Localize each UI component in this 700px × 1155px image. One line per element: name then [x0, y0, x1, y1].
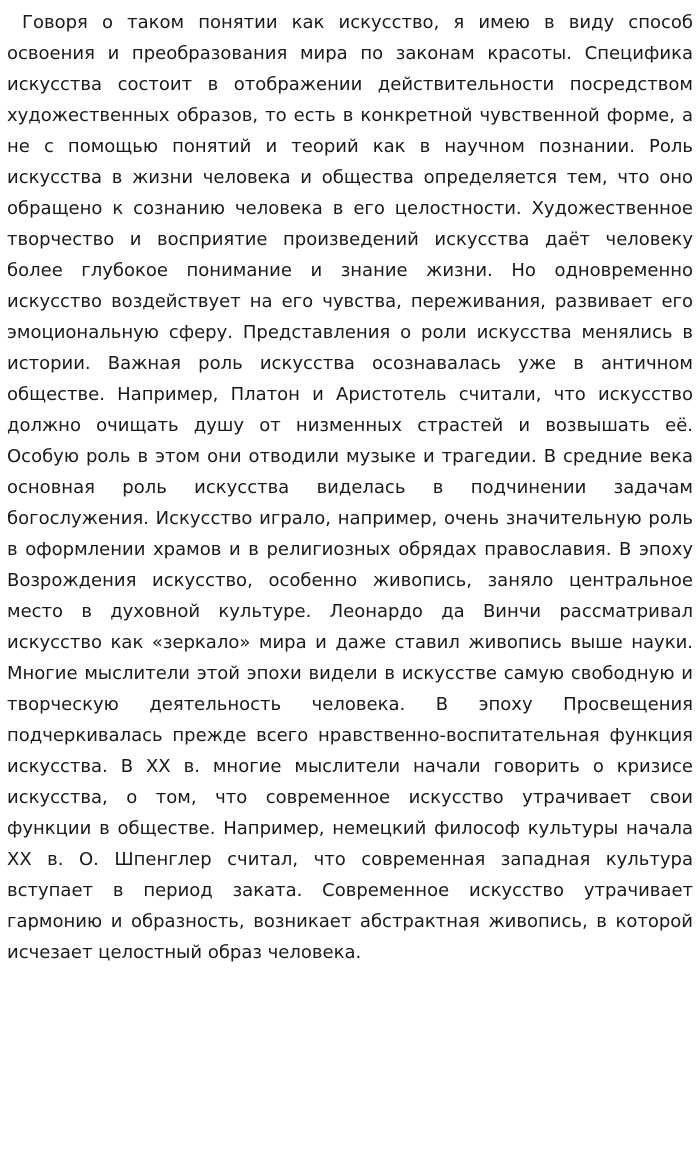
document-page — [7, 7, 693, 968]
essay-paragraph: Говоря о таком понятии как искусство, я имею в виду способ освоения и преобразования мира по законам красоты. Специфика искусства состоит в отображении действительности посредством художественных образов, то есть в конкретной чувственной форме, а не с помощью понятий и теорий как в научном познании. Роль искусства в жизни человека и общества определяется тем, что оно обращено к сознанию человека в его целостности. Художественное творчество и восприятие произведений искусства даёт человеку более глубокое понимание и знание жизни. Но одновременно искусство воздействует на его чувства, переживания, развивает его эмоциональную сферу. Представления о роли искусства менялись в истории. Важная роль искусства осознавалась уже в античном обществе. Например, Платон и Аристотель считали, что искусство должно очищать душу от низменных страстей и возвышать её. Особую роль в этом они отводили музыке и трагедии. В средние века основная роль искусства виделась в подчинении задачам богослужения. Искусство играло, например, очень значительную роль в оформлении храмов и в религиозных обрядах православия. В эпоху Возрождения искусство, особенно живопись, заняло центральное место в духовной культуре. Леонардо да Винчи рассматривал искусство как «зеркало» мира и даже ставил живопись выше науки. Многие мыслители этой эпохи видели в искусстве самую свободную и творческую деятельность человека. В эпоху Просвещения подчеркивалась прежде всего нравственно-воспитательная функция искусства. В XX в. многие мыслители начали говорить о кризисе искусства, о том, что современное искусство утрачивает свои функции в обществе. Например, немецкий философ культуры начала XX в. О. Шпенглер считал, что современная западная культура вступает в период заката. Современное искусство утрачивает гармонию и образность, возникает абстрактная живопись, в которой исчезает целостный образ человека. — [7, 12, 693, 963]
